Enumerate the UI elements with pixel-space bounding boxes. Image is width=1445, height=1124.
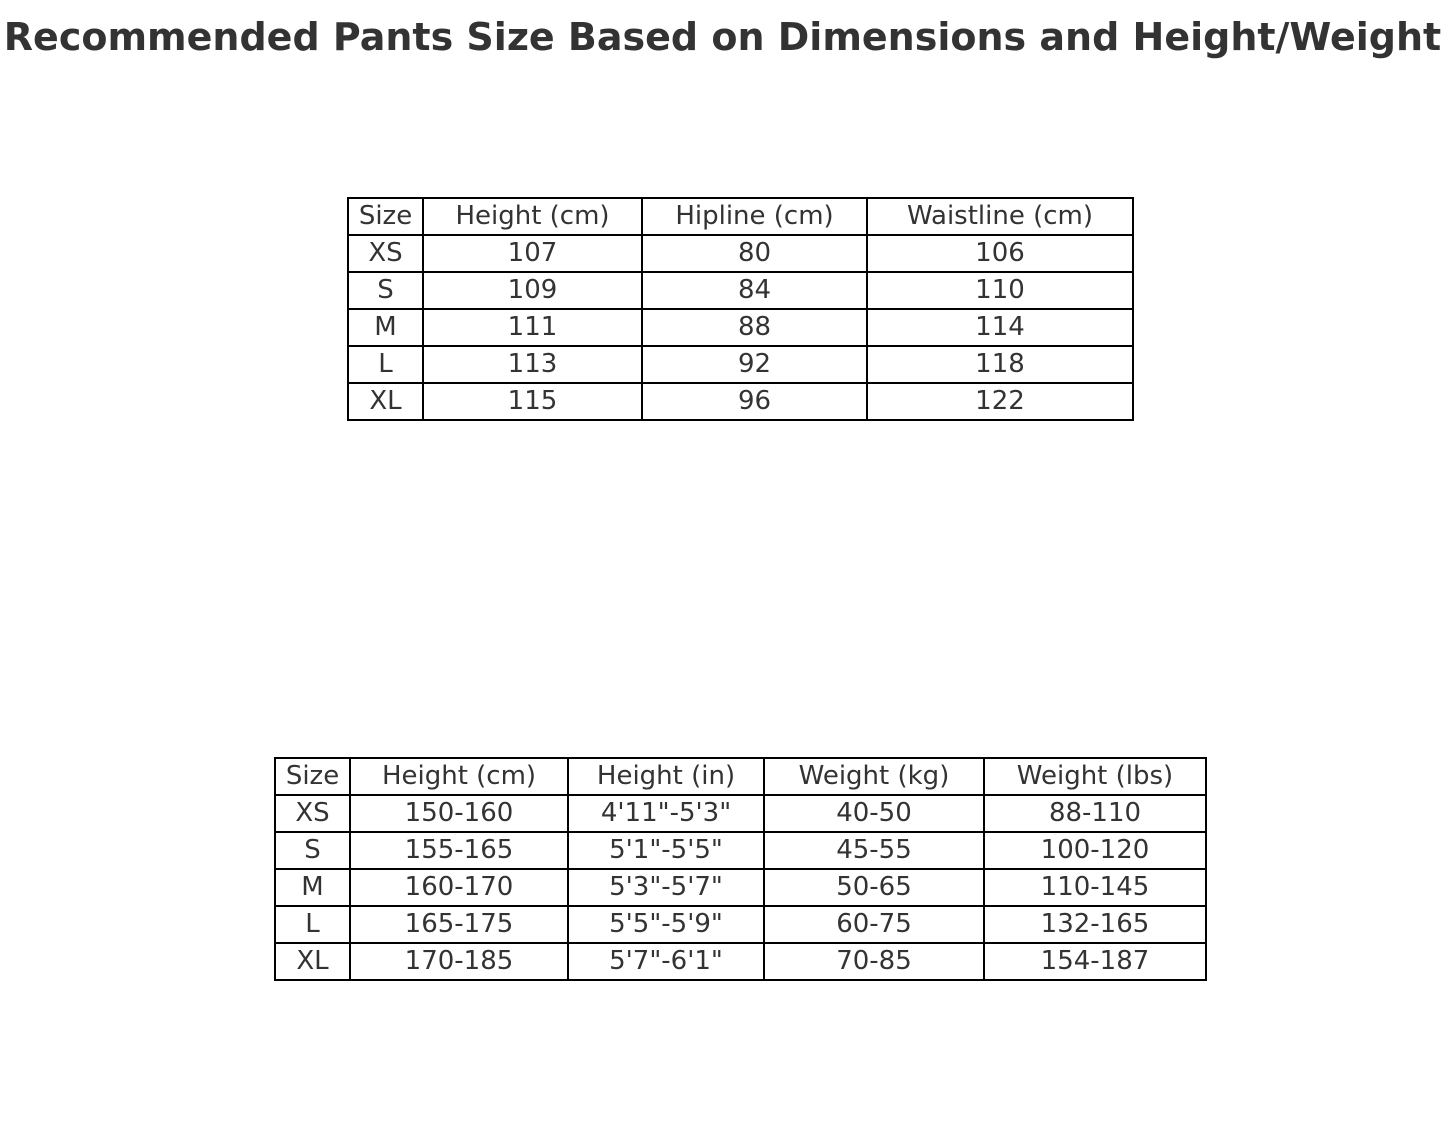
table-row [348, 346, 1133, 383]
table-cell: 115 [423, 383, 642, 420]
table-cell: 110 [867, 272, 1133, 309]
table-cell: 122 [867, 383, 1133, 420]
table-row [275, 832, 1206, 869]
column-header: Size [275, 758, 350, 795]
column-header: Size [348, 198, 423, 235]
table-header [275, 758, 1206, 795]
table-row [348, 309, 1133, 346]
table-cell: 107 [423, 235, 642, 272]
table-body [275, 795, 1206, 980]
table-cell: 88-110 [984, 795, 1206, 832]
table-cell: 45-55 [764, 832, 984, 869]
table-body [348, 235, 1133, 420]
table-cell: 4'11"-5'3" [568, 795, 764, 832]
table-cell: 132-165 [984, 906, 1206, 943]
table-cell: 110-145 [984, 869, 1206, 906]
table-header [348, 198, 1133, 235]
table-cell: 70-85 [764, 943, 984, 980]
table-header-row [348, 198, 1133, 235]
table-cell: 170-185 [350, 943, 568, 980]
table-cell: 155-165 [350, 832, 568, 869]
table-row [275, 943, 1206, 980]
table-header-row [275, 758, 1206, 795]
column-header: Height (cm) [350, 758, 568, 795]
table-cell: M [348, 309, 423, 346]
table-cell: XL [348, 383, 423, 420]
table-cell: 165-175 [350, 906, 568, 943]
table-cell: 88 [642, 309, 867, 346]
table-cell: 40-50 [764, 795, 984, 832]
table-cell: 111 [423, 309, 642, 346]
column-header: Hipline (cm) [642, 198, 867, 235]
page-title: Recommended Pants Size Based on Dimensions and Height/Weight [3, 15, 1442, 59]
table-cell: 5'7"-6'1" [568, 943, 764, 980]
table-row [275, 906, 1206, 943]
height-weight-table [274, 757, 1207, 981]
table-cell: 5'1"-5'5" [568, 832, 764, 869]
column-header: Waistline (cm) [867, 198, 1133, 235]
table-cell: 84 [642, 272, 867, 309]
table-cell: L [348, 346, 423, 383]
table-cell: 5'5"-5'9" [568, 906, 764, 943]
table-cell: 113 [423, 346, 642, 383]
column-header: Height (in) [568, 758, 764, 795]
table-cell: 5'3"-5'7" [568, 869, 764, 906]
table-cell: 60-75 [764, 906, 984, 943]
table-row [348, 235, 1133, 272]
table-row [275, 869, 1206, 906]
table-cell: 92 [642, 346, 867, 383]
table-cell: L [275, 906, 350, 943]
table-cell: S [348, 272, 423, 309]
table-cell: 150-160 [350, 795, 568, 832]
table-cell: XL [275, 943, 350, 980]
table-cell: 118 [867, 346, 1133, 383]
table-cell: 160-170 [350, 869, 568, 906]
table-cell: 96 [642, 383, 867, 420]
table-cell: S [275, 832, 350, 869]
table-cell: 114 [867, 309, 1133, 346]
column-header: Weight (kg) [764, 758, 984, 795]
column-header: Weight (lbs) [984, 758, 1206, 795]
table-row [348, 272, 1133, 309]
table-cell: M [275, 869, 350, 906]
size-dimensions-table [347, 197, 1134, 421]
table-cell: 154-187 [984, 943, 1206, 980]
table-cell: 50-65 [764, 869, 984, 906]
table-row [275, 795, 1206, 832]
table-cell: 80 [642, 235, 867, 272]
table-cell: 100-120 [984, 832, 1206, 869]
column-header: Height (cm) [423, 198, 642, 235]
table-cell: 106 [867, 235, 1133, 272]
table-cell: 109 [423, 272, 642, 309]
table-cell: XS [348, 235, 423, 272]
table-row [348, 383, 1133, 420]
table-cell: XS [275, 795, 350, 832]
